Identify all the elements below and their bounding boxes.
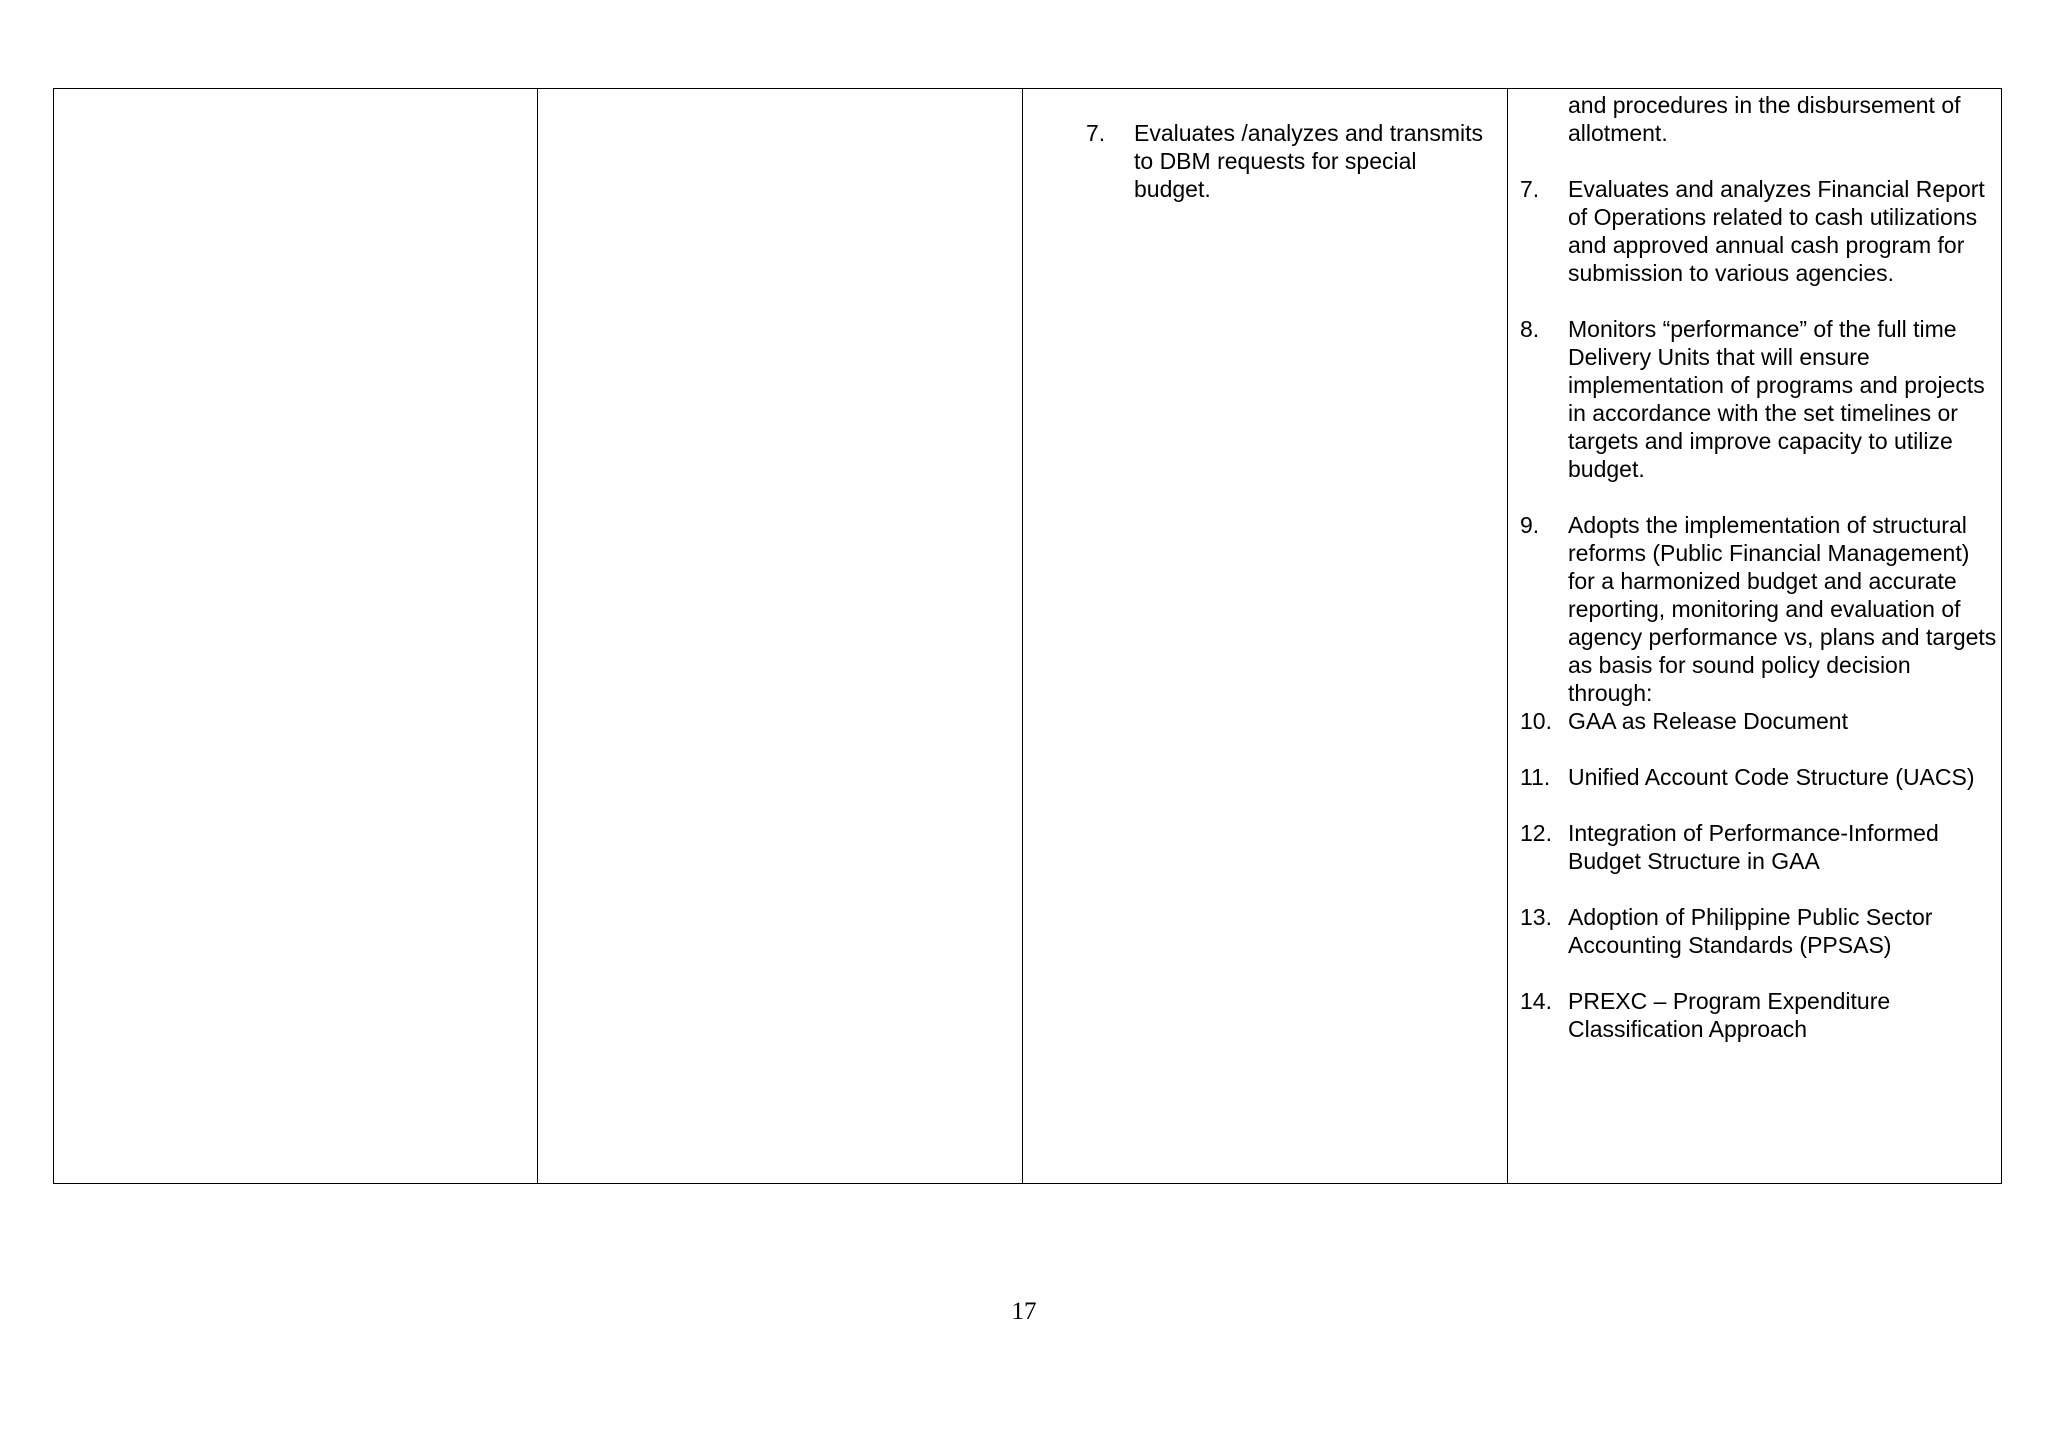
- continuation-text: and procedures in the disbursement of allotment.: [1568, 92, 1961, 146]
- list-item: [1520, 511, 1998, 707]
- page-number: 17: [1011, 1298, 1037, 1325]
- list-item: [1520, 175, 1998, 287]
- list-item: [1520, 903, 1998, 959]
- list-item-number: 13.: [1520, 904, 1552, 930]
- column-4-list: [1520, 91, 1998, 1043]
- list-item: [1520, 763, 1998, 791]
- list-item: [1086, 119, 1491, 203]
- list-item-number: 12.: [1520, 820, 1552, 846]
- list-item-text: Monitors “performance” of the full time Delivery Units that will ensure implementation of programs and projects in accordance with the set timelines or targets and improve capacity to utilize budget.: [1568, 316, 1985, 482]
- table-cell-column-3: [1022, 89, 1507, 1183]
- list-item-text: Evaluates /analyzes and transmits to DBM requests for special budget.: [1134, 120, 1484, 202]
- list-item-number: 8.: [1520, 316, 1540, 342]
- table-cell-column-1: [54, 89, 537, 1183]
- list-item: [1520, 987, 1998, 1043]
- list-item-number: 7.: [1520, 176, 1540, 202]
- list-item-text: Evaluates and analyzes Financial Report of Operations related to cash utilizations and approved annual cash program for submission to various agencies.: [1568, 176, 1985, 286]
- table-cell-column-2: [537, 89, 1022, 1183]
- column-3-list: [1086, 119, 1491, 203]
- list-item-text: Unified Account Code Structure (UACS): [1568, 764, 1975, 790]
- list-item-text: GAA as Release Document: [1568, 708, 1848, 734]
- list-item: [1520, 707, 1998, 735]
- list-item-number: 11.: [1520, 764, 1551, 790]
- list-item-text: Integration of Performance-Informed Budget Structure in GAA: [1568, 820, 1939, 874]
- list-item: [1520, 315, 1998, 483]
- continuation-text-item: [1520, 91, 1998, 147]
- table-cell-column-4: [1507, 89, 2001, 1183]
- document-table: [53, 88, 2002, 1184]
- list-item-number: 14.: [1520, 988, 1552, 1014]
- list-item: [1520, 819, 1998, 875]
- list-item-text: Adopts the implementation of structural reforms (Public Financial Management) for a harmonized budget and accurate reporting, monitoring and evaluation of agency performance vs, plans and targets as basis for sound policy decision through:: [1568, 512, 1997, 706]
- list-item-number: 7.: [1086, 120, 1106, 146]
- list-item-text: PREXC – Program Expenditure Classification Approach: [1568, 988, 1891, 1042]
- list-item-number: 9.: [1520, 512, 1540, 538]
- list-item-text: Adoption of Philippine Public Sector Accounting Standards (PPSAS): [1568, 904, 1933, 958]
- list-item-number: 10.: [1520, 708, 1552, 734]
